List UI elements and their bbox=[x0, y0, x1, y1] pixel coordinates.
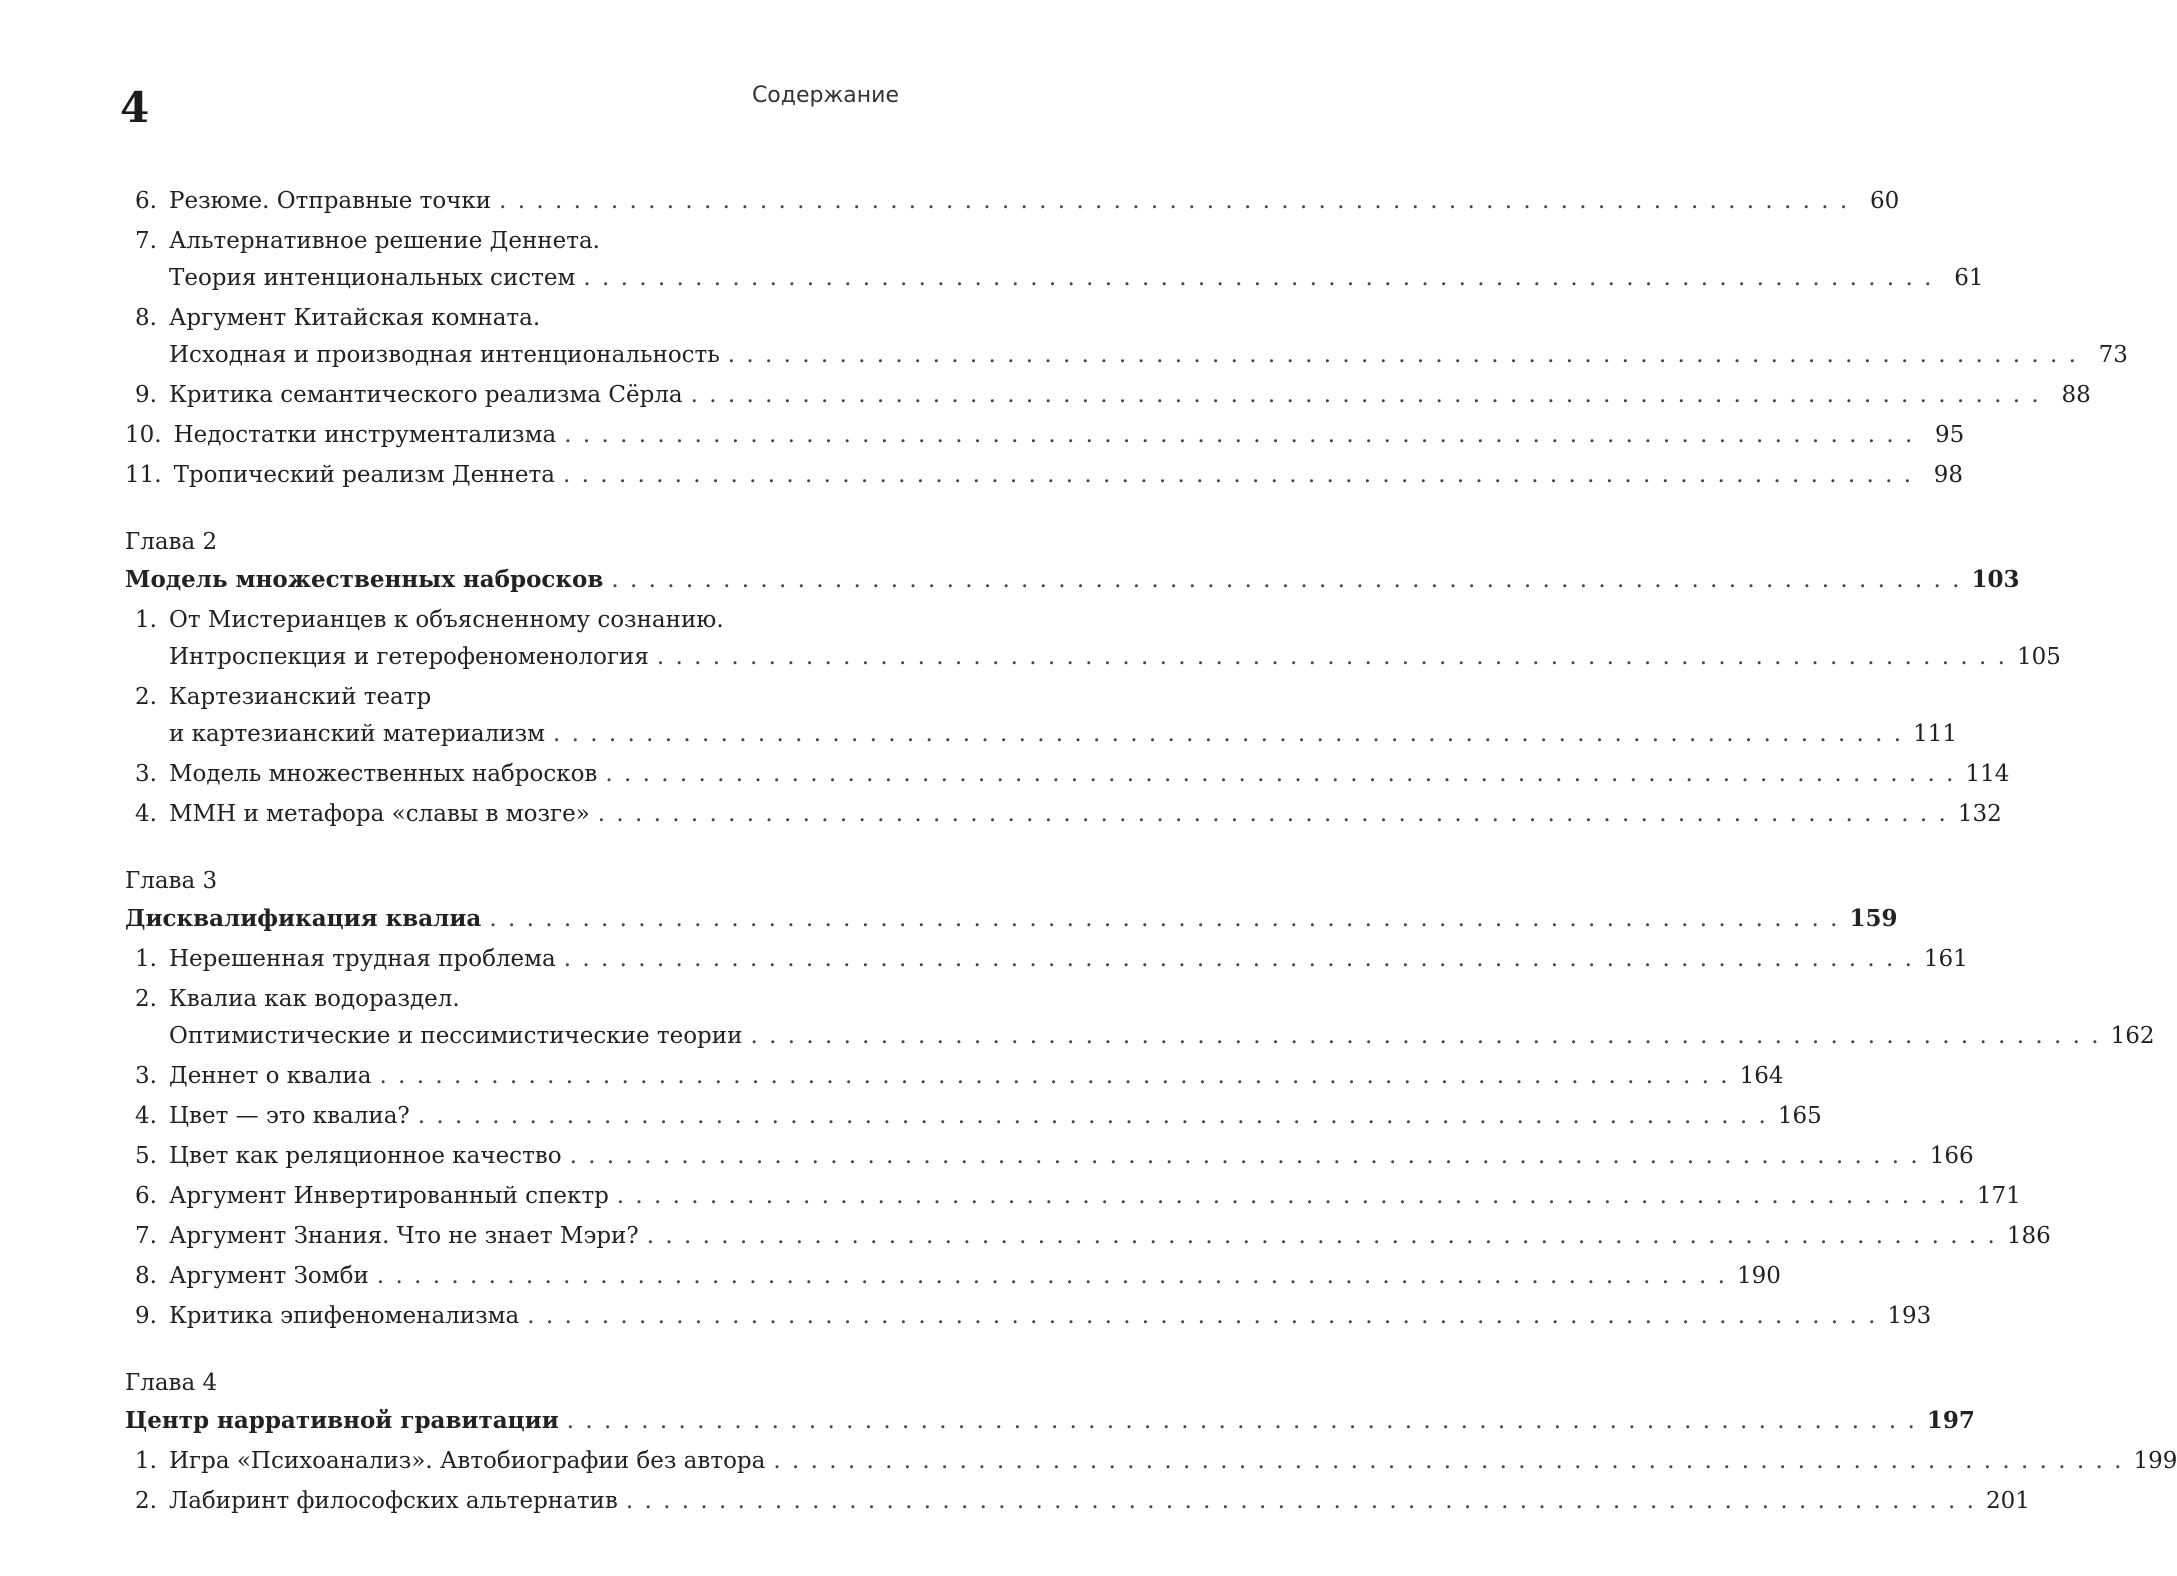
entry-line bbox=[169, 1258, 1781, 1295]
entry-line bbox=[169, 1443, 2177, 1480]
entry-title: Модель множественных набросков bbox=[169, 761, 598, 787]
entry-line-1 bbox=[169, 602, 900, 639]
toc-entry bbox=[125, 223, 1984, 297]
entry-title: и картезианский материализм bbox=[169, 721, 546, 747]
chapter-label: Глава 2 bbox=[125, 529, 218, 555]
entry-number: 1. bbox=[135, 946, 157, 972]
dot-leader: . . . . . . . . . . . . . . . . . . . . . . . . . . . . . . . . . . . . . . . . . . . . . . . . . . . . . . . . . . . . . . . . . . . . . . . . . bbox=[646, 1223, 1997, 1249]
entry-number: 6. bbox=[135, 188, 157, 214]
entry-number: 7. bbox=[135, 228, 157, 254]
entry-body bbox=[173, 417, 1965, 454]
entry-line-1 bbox=[169, 679, 900, 716]
entry-body bbox=[169, 941, 1968, 978]
dot-leader: . . . . . . . . . . . . . . . . . . . . . . . . . . . . . . . . . . . . . . . . . . . . . . . . . . . . . . . . . . . . . . . . . . . . . . . . . bbox=[611, 567, 1962, 593]
entry-line bbox=[169, 1138, 1974, 1175]
entry-page: 186 bbox=[2006, 1223, 2051, 1249]
dot-leader: . . . . . . . . . . . . . . . . . . . . . . . . . . . . . . . . . . . . . . . . . . . . . . . . . . . . . . . . . . . . . . . . . . . . . . . . . bbox=[563, 946, 1914, 972]
entry-body bbox=[169, 1483, 2030, 1520]
entry-page: 105 bbox=[2016, 644, 2061, 670]
entry-number: 1. bbox=[135, 1448, 157, 1474]
chapter-title bbox=[125, 1402, 1975, 1440]
entry-title: Резюме. Отправные точки bbox=[169, 188, 492, 214]
entry-line bbox=[173, 417, 1965, 454]
toc-entry bbox=[125, 377, 2091, 414]
toc-entry bbox=[125, 457, 1964, 494]
entry-number: 7. bbox=[135, 1223, 157, 1249]
entry-title: Тропический реализм Деннета bbox=[173, 462, 555, 488]
table-of-contents bbox=[125, 183, 2177, 1523]
dot-leader: . . . . . . . . . . . . . . . . . . . . . . . . . . . . . . . . . . . . . . . . . . . . . . . . . . . . . . . . . . . . . . . . . . . . . . . . . bbox=[553, 721, 1904, 747]
entry-title: Аргумент Инвертированный спектр bbox=[169, 1183, 609, 1209]
toc-entry bbox=[125, 1178, 2021, 1215]
entry-number: 2. bbox=[135, 1488, 157, 1514]
entry-number: 6. bbox=[135, 1183, 157, 1209]
entry-page: 111 bbox=[1913, 721, 1958, 747]
entry-title: Интроспекция и гетерофеноменология bbox=[169, 644, 649, 670]
toc-entry bbox=[125, 1058, 1784, 1095]
entry-title: Аргумент Зомби bbox=[169, 1263, 369, 1289]
entry-line bbox=[169, 1098, 1822, 1135]
entry-page: 95 bbox=[1935, 422, 1965, 448]
entry-number: 4. bbox=[135, 801, 157, 827]
entry-page: 165 bbox=[1777, 1103, 1822, 1129]
toc-entry bbox=[125, 417, 1965, 454]
entry-body bbox=[169, 1178, 2021, 1215]
entry-title: Игра «Психоанализ». Автобиографии без автора bbox=[169, 1448, 766, 1474]
dot-leader: . . . . . . . . . . . . . . . . . . . . . . . . . . . . . . . . . . . . . . . . . . . . . . . . . . . . . . . . . . . . . . . . . . . . . . . . . bbox=[379, 1063, 1730, 1089]
chapter-title bbox=[125, 900, 1898, 938]
entry-title-line-1: Аргумент Китайская комната. bbox=[169, 305, 541, 331]
entry-body bbox=[169, 756, 2010, 793]
entry-page: 61 bbox=[1954, 265, 1984, 291]
dot-leader: . . . . . . . . . . . . . . . . . . . . . . . . . . . . . . . . . . . . . . . . . . . . . . . . . . . . . . . . . . . . . . . . . . . . . . . . . bbox=[750, 1023, 2101, 1049]
entry-line bbox=[169, 260, 1984, 297]
toc-entry bbox=[125, 679, 1958, 753]
entry-number: 11. bbox=[125, 462, 162, 488]
entry-page: 132 bbox=[1957, 801, 2002, 827]
entry-page: 164 bbox=[1739, 1063, 1784, 1089]
entry-title: Цвет — это квалиа? bbox=[169, 1103, 410, 1129]
entry-number: 2. bbox=[135, 986, 157, 1012]
chapter-title-text: Центр нарративной гравитации bbox=[125, 1407, 559, 1434]
entry-page: 193 bbox=[1887, 1303, 1932, 1329]
toc-entry bbox=[125, 1298, 1932, 1335]
entry-line bbox=[169, 756, 2010, 793]
entry-number: 4. bbox=[135, 1103, 157, 1129]
entry-line bbox=[169, 337, 2128, 374]
toc-entry bbox=[125, 1098, 1822, 1135]
entry-title: Критика эпифеноменализма bbox=[169, 1303, 520, 1329]
dot-leader: . . . . . . . . . . . . . . . . . . . . . . . . . . . . . . . . . . . . . . . . . . . . . . . . . . . . . . . . . . . . . . . . . . . . . . . . . bbox=[616, 1183, 1967, 1209]
entry-body bbox=[169, 1138, 1974, 1175]
entry-line bbox=[169, 1218, 2051, 1255]
toc-entry bbox=[125, 183, 1900, 220]
entry-page: 201 bbox=[1985, 1488, 2030, 1514]
entry-line bbox=[169, 639, 2061, 676]
entry-number: 8. bbox=[135, 305, 157, 331]
entry-title: Аргумент Знания. Что не знает Мэри? bbox=[169, 1223, 639, 1249]
chapter-page: 197 bbox=[1926, 1407, 1975, 1434]
entry-body bbox=[169, 300, 2128, 374]
entry-title: Теория интенциональных систем bbox=[169, 265, 576, 291]
toc-entry bbox=[125, 941, 1968, 978]
toc-entry bbox=[125, 1138, 1974, 1175]
dot-leader: . . . . . . . . . . . . . . . . . . . . . . . . . . . . . . . . . . . . . . . . . . . . . . . . . . . . . . . . . . . . . . . . . . . . . . . . . bbox=[625, 1488, 1976, 1514]
toc-entry bbox=[125, 981, 2155, 1055]
entry-number: 10. bbox=[125, 422, 162, 448]
entry-number: 8. bbox=[135, 1263, 157, 1289]
chapter-title-text: Дисквалификация квалиа bbox=[125, 905, 482, 932]
entry-title: Оптимистические и пессимистические теории bbox=[169, 1023, 743, 1049]
entry-number: 3. bbox=[135, 761, 157, 787]
entry-body bbox=[169, 377, 2091, 414]
entry-number: 5. bbox=[135, 1143, 157, 1169]
entry-body bbox=[169, 1258, 1781, 1295]
entry-page: 190 bbox=[1736, 1263, 1781, 1289]
dot-leader: . . . . . . . . . . . . . . . . . . . . . . . . . . . . . . . . . . . . . . . . . . . . . . . . . . . . . . . . . . . . . . . . . . . . . . . . . bbox=[562, 462, 1914, 488]
chapter-section bbox=[125, 524, 2061, 833]
entry-line bbox=[169, 377, 2091, 414]
entry-page: 166 bbox=[1929, 1143, 1974, 1169]
entry-title: Цвет как реляционное качество bbox=[169, 1143, 562, 1169]
toc-entry bbox=[125, 602, 2061, 676]
chapter-label: Глава 4 bbox=[125, 1370, 218, 1396]
entry-page: 60 bbox=[1869, 188, 1900, 214]
entry-page: 199 bbox=[2133, 1448, 2177, 1474]
toc-entry bbox=[125, 1258, 1781, 1295]
entry-body bbox=[169, 183, 1900, 220]
entry-page: 88 bbox=[2061, 382, 2091, 408]
entry-title: Нерешенная трудная проблема bbox=[169, 946, 556, 972]
dot-leader: . . . . . . . . . . . . . . . . . . . . . . . . . . . . . . . . . . . . . . . . . . . . . . . . . . . . . . . . . . . . . . . . . . . . . . . . . bbox=[583, 265, 1934, 291]
dot-leader: . . . . . . . . . . . . . . . . . . . . . . . . . . . . . . . . . . . . . . . . . . . . . . . . . . . . . . . . . . . . . . . . . . . . . . . . . bbox=[499, 188, 1850, 214]
entry-line-1 bbox=[169, 300, 900, 337]
entry-number: 1. bbox=[135, 607, 157, 633]
entry-number: 9. bbox=[135, 1303, 157, 1329]
dot-leader: . . . . . . . . . . . . . . . . . . . . . . . . . . . . . . . . . . . . . . . . . . . . . . . . . . . . . . . . . . . . . . . . . . . . . . . . . bbox=[773, 1448, 2124, 1474]
dot-leader: . . . . . . . . . . . . . . . . . . . . . . . . . . . . . . . . . . . . . . . . . . . . . . . . . . . . . . . . . . . . . . . . . . . . . . . . . bbox=[656, 644, 2007, 670]
entry-line bbox=[169, 716, 1958, 753]
toc-entry bbox=[125, 756, 2010, 793]
entry-title: ММН и метафора «славы в мозге» bbox=[169, 801, 590, 827]
entry-page: 162 bbox=[2110, 1023, 2155, 1049]
entry-line bbox=[169, 1058, 1784, 1095]
entry-body bbox=[169, 602, 2061, 676]
entry-line-1 bbox=[169, 981, 900, 1018]
entry-line bbox=[169, 941, 1968, 978]
entry-body bbox=[169, 796, 2002, 833]
dot-leader: . . . . . . . . . . . . . . . . . . . . . . . . . . . . . . . . . . . . . . . . . . . . . . . . . . . . . . . . . . . . . . . . . . . . . . . . . bbox=[417, 1103, 1768, 1129]
entry-page: 161 bbox=[1923, 946, 1968, 972]
entry-number: 2. bbox=[135, 684, 157, 710]
entry-line bbox=[169, 796, 2002, 833]
toc-entry bbox=[125, 1483, 2030, 1520]
chapter-section bbox=[125, 1365, 2177, 1520]
chapter-title bbox=[125, 561, 2020, 599]
entry-title: Критика семантического реализма Сёрла bbox=[169, 382, 683, 408]
chapter-page: 103 bbox=[1971, 566, 2020, 593]
dot-leader: . . . . . . . . . . . . . . . . . . . . . . . . . . . . . . . . . . . . . . . . . . . . . . . . . . . . . . . . . . . . . . . . . . . . . . . . . bbox=[597, 801, 1948, 827]
entry-title: Недостатки инструментализма bbox=[173, 422, 557, 448]
entry-body bbox=[173, 457, 1964, 494]
dot-leader: . . . . . . . . . . . . . . . . . . . . . . . . . . . . . . . . . . . . . . . . . . . . . . . . . . . . . . . . . . . . . . . . . . . . . . . . . bbox=[527, 1303, 1878, 1329]
entry-page: 171 bbox=[1976, 1183, 2021, 1209]
dot-leader: . . . . . . . . . . . . . . . . . . . . . . . . . . . . . . . . . . . . . . . . . . . . . . . . . . . . . . . . . . . . . . . . . . . . . . . . . bbox=[489, 906, 1840, 932]
entry-title: Исходная и производная интенциональность bbox=[169, 342, 720, 368]
entry-title-line-1: Квалиа как водораздел. bbox=[169, 986, 460, 1012]
entry-title-line-1: Картезианский театр bbox=[169, 684, 432, 710]
toc-entry bbox=[125, 1443, 2177, 1480]
entry-page: 114 bbox=[1965, 761, 2010, 787]
entry-page: 98 bbox=[1933, 462, 1964, 488]
chapter-page: 159 bbox=[1849, 905, 1898, 932]
entry-title: Лабиринт философских альтернатив bbox=[169, 1488, 618, 1514]
chapter-title-text: Модель множественных набросков bbox=[125, 566, 604, 593]
entry-title: Деннет о квалиа bbox=[169, 1063, 372, 1089]
running-head: Содержание bbox=[751, 83, 899, 108]
entry-body bbox=[169, 1098, 1822, 1135]
entry-line bbox=[173, 457, 1964, 494]
entry-body bbox=[169, 1443, 2177, 1480]
entry-line bbox=[169, 183, 1900, 220]
toc-entry bbox=[125, 300, 2128, 374]
entry-body bbox=[169, 1058, 1784, 1095]
entry-line bbox=[169, 1178, 2021, 1215]
entry-page: 73 bbox=[2098, 342, 2128, 368]
page-number: 4 bbox=[120, 83, 150, 132]
dot-leader: . . . . . . . . . . . . . . . . . . . . . . . . . . . . . . . . . . . . . . . . . . . . . . . . . . . . . . . . . . . . . . . . . . . . . . . . . bbox=[376, 1263, 1727, 1289]
chapter-section bbox=[125, 863, 2155, 1335]
entry-line bbox=[169, 1483, 2030, 1520]
entry-body bbox=[169, 1298, 1932, 1335]
entry-title-line-1: Альтернативное решение Деннета. bbox=[169, 228, 600, 254]
toc-entry bbox=[125, 1218, 2051, 1255]
entry-line bbox=[169, 1298, 1932, 1335]
entry-line-1 bbox=[169, 223, 900, 260]
dot-leader: . . . . . . . . . . . . . . . . . . . . . . . . . . . . . . . . . . . . . . . . . . . . . . . . . . . . . . . . . . . . . . . . . . . . . . . . . bbox=[690, 382, 2041, 408]
entry-body bbox=[169, 679, 1958, 753]
entry-body bbox=[169, 223, 1984, 297]
entry-title-line-1: От Мистерианцев к объясненному сознанию. bbox=[169, 607, 724, 633]
dot-leader: . . . . . . . . . . . . . . . . . . . . . . . . . . . . . . . . . . . . . . . . . . . . . . . . . . . . . . . . . . . . . . . . . . . . . . . . . bbox=[566, 1408, 1917, 1434]
dot-leader: . . . . . . . . . . . . . . . . . . . . . . . . . . . . . . . . . . . . . . . . . . . . . . . . . . . . . . . . . . . . . . . . . . . . . . . . . bbox=[605, 761, 1956, 787]
entry-number: 9. bbox=[135, 382, 157, 408]
dot-leader: . . . . . . . . . . . . . . . . . . . . . . . . . . . . . . . . . . . . . . . . . . . . . . . . . . . . . . . . . . . . . . . . . . . . . . . . . bbox=[564, 422, 1915, 448]
entry-body bbox=[169, 1218, 2051, 1255]
entry-body bbox=[169, 981, 2155, 1055]
continued-section bbox=[125, 183, 2128, 494]
dot-leader: . . . . . . . . . . . . . . . . . . . . . . . . . . . . . . . . . . . . . . . . . . . . . . . . . . . . . . . . . . . . . . . . . . . . . . . . . bbox=[727, 342, 2078, 368]
toc-entry bbox=[125, 796, 2002, 833]
entry-line bbox=[169, 1018, 2155, 1055]
entry-number: 3. bbox=[135, 1063, 157, 1089]
chapter-label: Глава 3 bbox=[125, 868, 218, 894]
dot-leader: . . . . . . . . . . . . . . . . . . . . . . . . . . . . . . . . . . . . . . . . . . . . . . . . . . . . . . . . . . . . . . . . . . . . . . . . . bbox=[569, 1143, 1920, 1169]
